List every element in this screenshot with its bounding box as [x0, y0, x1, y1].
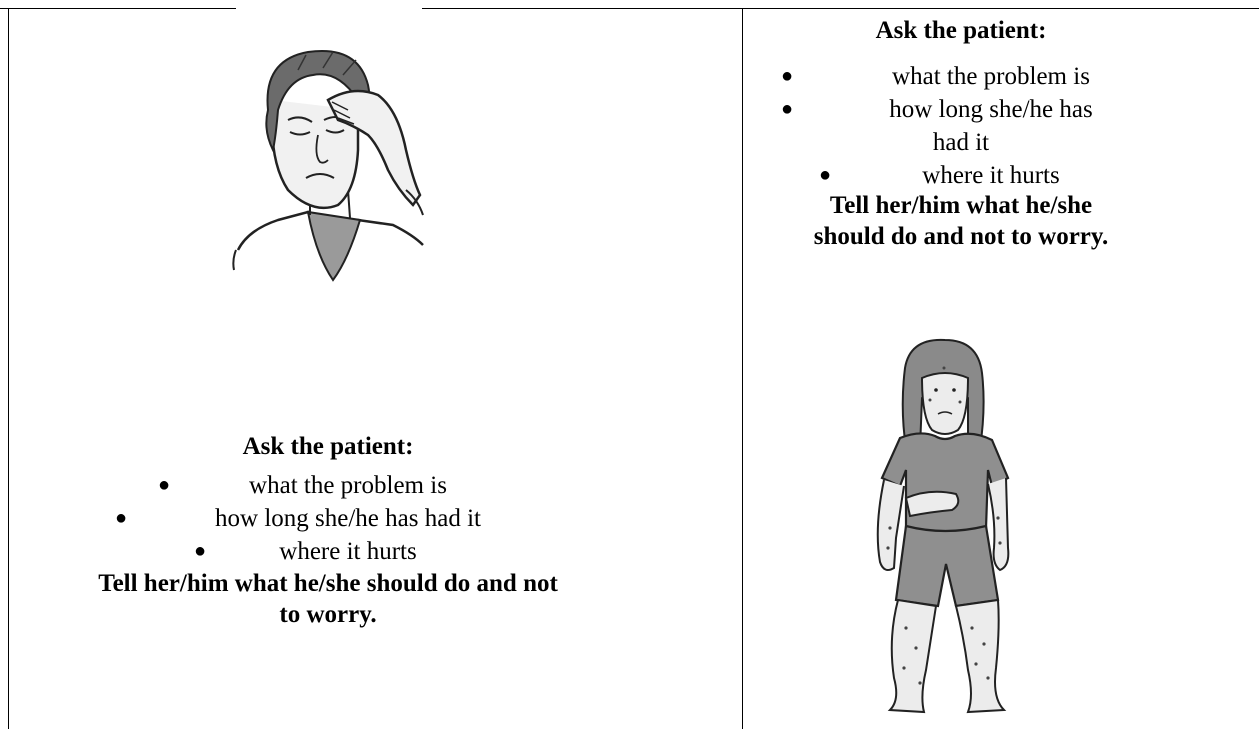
right-closing-line-2: should do and not to worry. [813, 223, 1109, 250]
right-instructions [743, 16, 1179, 252]
table-top-gap [236, 0, 422, 12]
left-item-location: ● where it hurts [8, 535, 648, 568]
table-top-border [0, 8, 1259, 9]
right-closing-line-1: Tell her/him what he/she [829, 192, 1093, 219]
left-heading: Ask the patient: [242, 433, 414, 460]
bullet-icon: ● [819, 164, 832, 186]
right-item-duration: ● how long she/he has [743, 93, 1179, 126]
right-item-duration-cont: had it [932, 129, 990, 156]
bullet-icon: ● [781, 98, 794, 120]
bullet-icon: ● [115, 507, 128, 529]
left-item-duration: ● how long she/he has had it [8, 502, 648, 535]
right-item-location: ● where it hurts [743, 159, 1179, 192]
bullet-icon: ● [158, 474, 171, 496]
left-closing-line-2: to worry. [279, 601, 377, 628]
left-item-problem: ● what the problem is [8, 469, 648, 502]
bullet-icon: ● [194, 540, 207, 562]
person-with-headache-illustration [228, 40, 428, 290]
child-with-rash-illustration [860, 338, 1030, 722]
left-instructions [8, 432, 648, 630]
bullet-icon: ● [781, 65, 794, 87]
left-closing-line-1: Tell her/him what he/she should do and not [98, 570, 558, 597]
right-item-problem: ● what the problem is [743, 60, 1179, 93]
right-heading: Ask the patient: [875, 17, 1047, 44]
